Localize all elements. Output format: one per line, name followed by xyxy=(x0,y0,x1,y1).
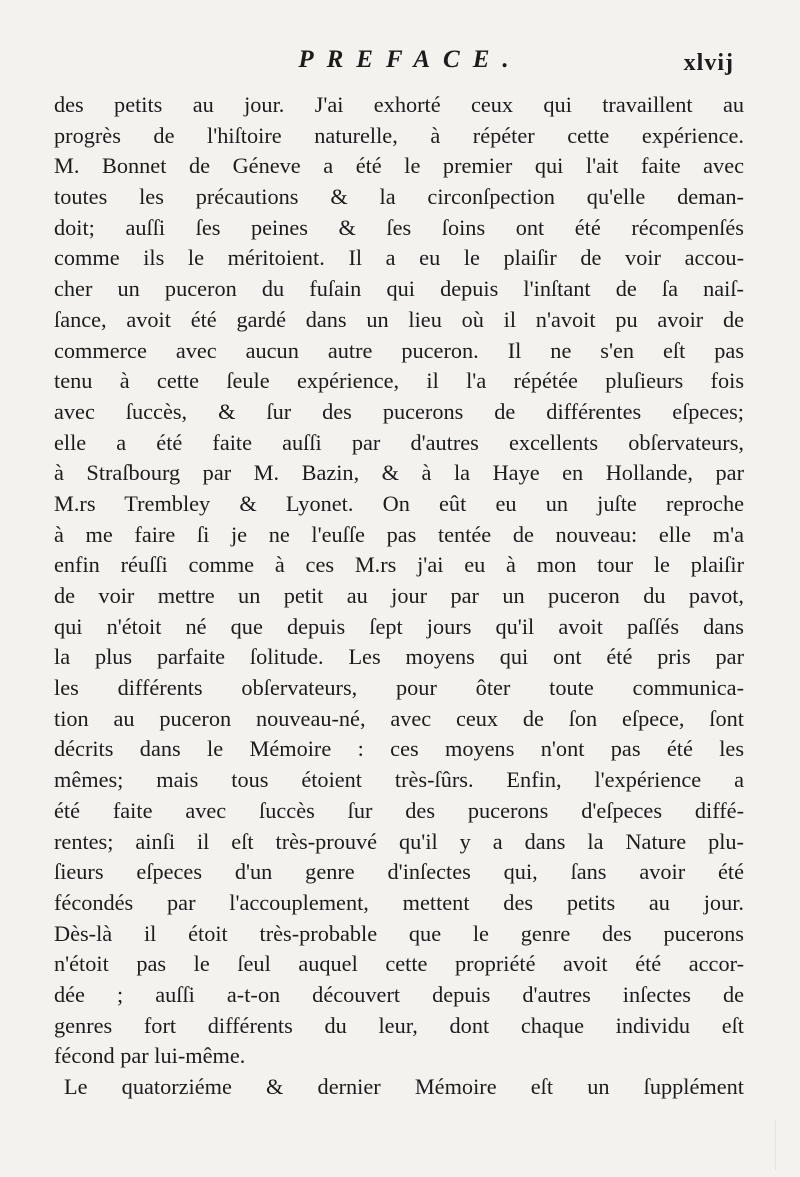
text-line: tenu à cette ſeule expérience, il l'a répétée pluſieurs fois xyxy=(54,368,744,394)
page-header xyxy=(0,46,800,86)
text-line: fécondés par l'accouplement, mettent des petits au jour. xyxy=(54,889,744,915)
text-line: décrits dans le Mémoire : ces moyens n'ont pas été les xyxy=(54,736,744,762)
text-line: tion au puceron nouveau-né, avec ceux de ſon eſpece, ſont xyxy=(54,705,744,731)
text-line: les différents obſervateurs, pour ôter toute communica- xyxy=(54,675,744,701)
text-line: progrès de l'hiſtoire naturelle, à répéter cette expérience. xyxy=(54,122,744,148)
text-line: commerce avec aucun autre puceron. Il ne s'en eſt pas xyxy=(54,337,744,363)
text-line: M. Bonnet de Géneve a été le premier qui l'ait faite avec xyxy=(54,153,744,179)
text-line: Dès-là il étoit très-probable que le genre des pucerons xyxy=(54,920,744,946)
text-line: des petits au jour. J'ai exhorté ceux qui travaillent au xyxy=(54,92,744,117)
text-line: M.rs Trembley & Lyonet. On eût eu un juſte reproche xyxy=(54,490,744,516)
text-line: toutes les précautions & la circonſpection qu'elle deman- xyxy=(54,184,744,210)
body-text xyxy=(54,90,744,1103)
text-line: de voir mettre un petit au jour par un puceron du pavot, xyxy=(54,583,744,608)
text-line: rentes; ainſi il eſt très-prouvé qu'il y a dans la Nature plu- xyxy=(54,828,744,854)
page-edge-mark xyxy=(745,1120,776,1170)
text-line: doit; auſſi ſes peines & ſes ſoins ont été récompenſés xyxy=(54,214,744,240)
text-line: comme ils le méritoient. Il a eu le plaiſir de voir accou- xyxy=(54,245,744,271)
text-line: avec ſuccès, & ſur des pucerons de différentes eſpeces; xyxy=(54,398,744,424)
text-line: été faite avec ſuccès ſur des pucerons d'eſpeces diffé- xyxy=(54,797,744,823)
text-line: à Straſbourg par M. Bazin, & à la Haye en Hollande, par xyxy=(54,460,744,486)
page-number: xlvij xyxy=(683,50,734,76)
text-line: genres fort différents du leur, dont chaque individu eſt xyxy=(54,1012,744,1038)
text-line: fécond par lui-même. xyxy=(54,1043,246,1069)
text-line: mêmes; mais tous étoient très-ſûrs. Enfin, l'expérience a xyxy=(54,767,744,793)
text-line: cher un puceron du fuſain qui depuis l'inſtant de ſa naiſ- xyxy=(54,276,744,302)
text-line: dée ; auſſi a-t-on découvert depuis d'autres inſectes de xyxy=(54,981,744,1007)
text-line: Le quatorziéme & dernier Mémoire eſt un ſupplément xyxy=(64,1074,744,1099)
text-line: la plus parfaite ſolitude. Les moyens qui ont été pris par xyxy=(54,644,744,670)
text-line: n'étoit pas le ſeul auquel cette propriété avoit été accor- xyxy=(54,951,744,977)
text-line: ſieurs eſpeces d'un genre d'inſectes qui, ſans avoir été xyxy=(54,859,744,885)
text-line: elle a été faite auſſi par d'autres excellents obſervateurs, xyxy=(54,429,744,455)
text-line: enfin réuſſi comme à ces M.rs j'ai eu à mon tour le plaiſir xyxy=(54,552,744,578)
text-line: qui n'étoit né que depuis ſept jours qu'il avoit paſſés dans xyxy=(54,613,744,639)
text-line: à me faire ſi je ne l'euſſe pas tentée de nouveau: elle m'a xyxy=(54,521,744,547)
running-title: PREFACE. xyxy=(298,46,522,73)
text-line: ſance, avoit été gardé dans un lieu où il n'avoit pu avoir de xyxy=(54,306,744,332)
